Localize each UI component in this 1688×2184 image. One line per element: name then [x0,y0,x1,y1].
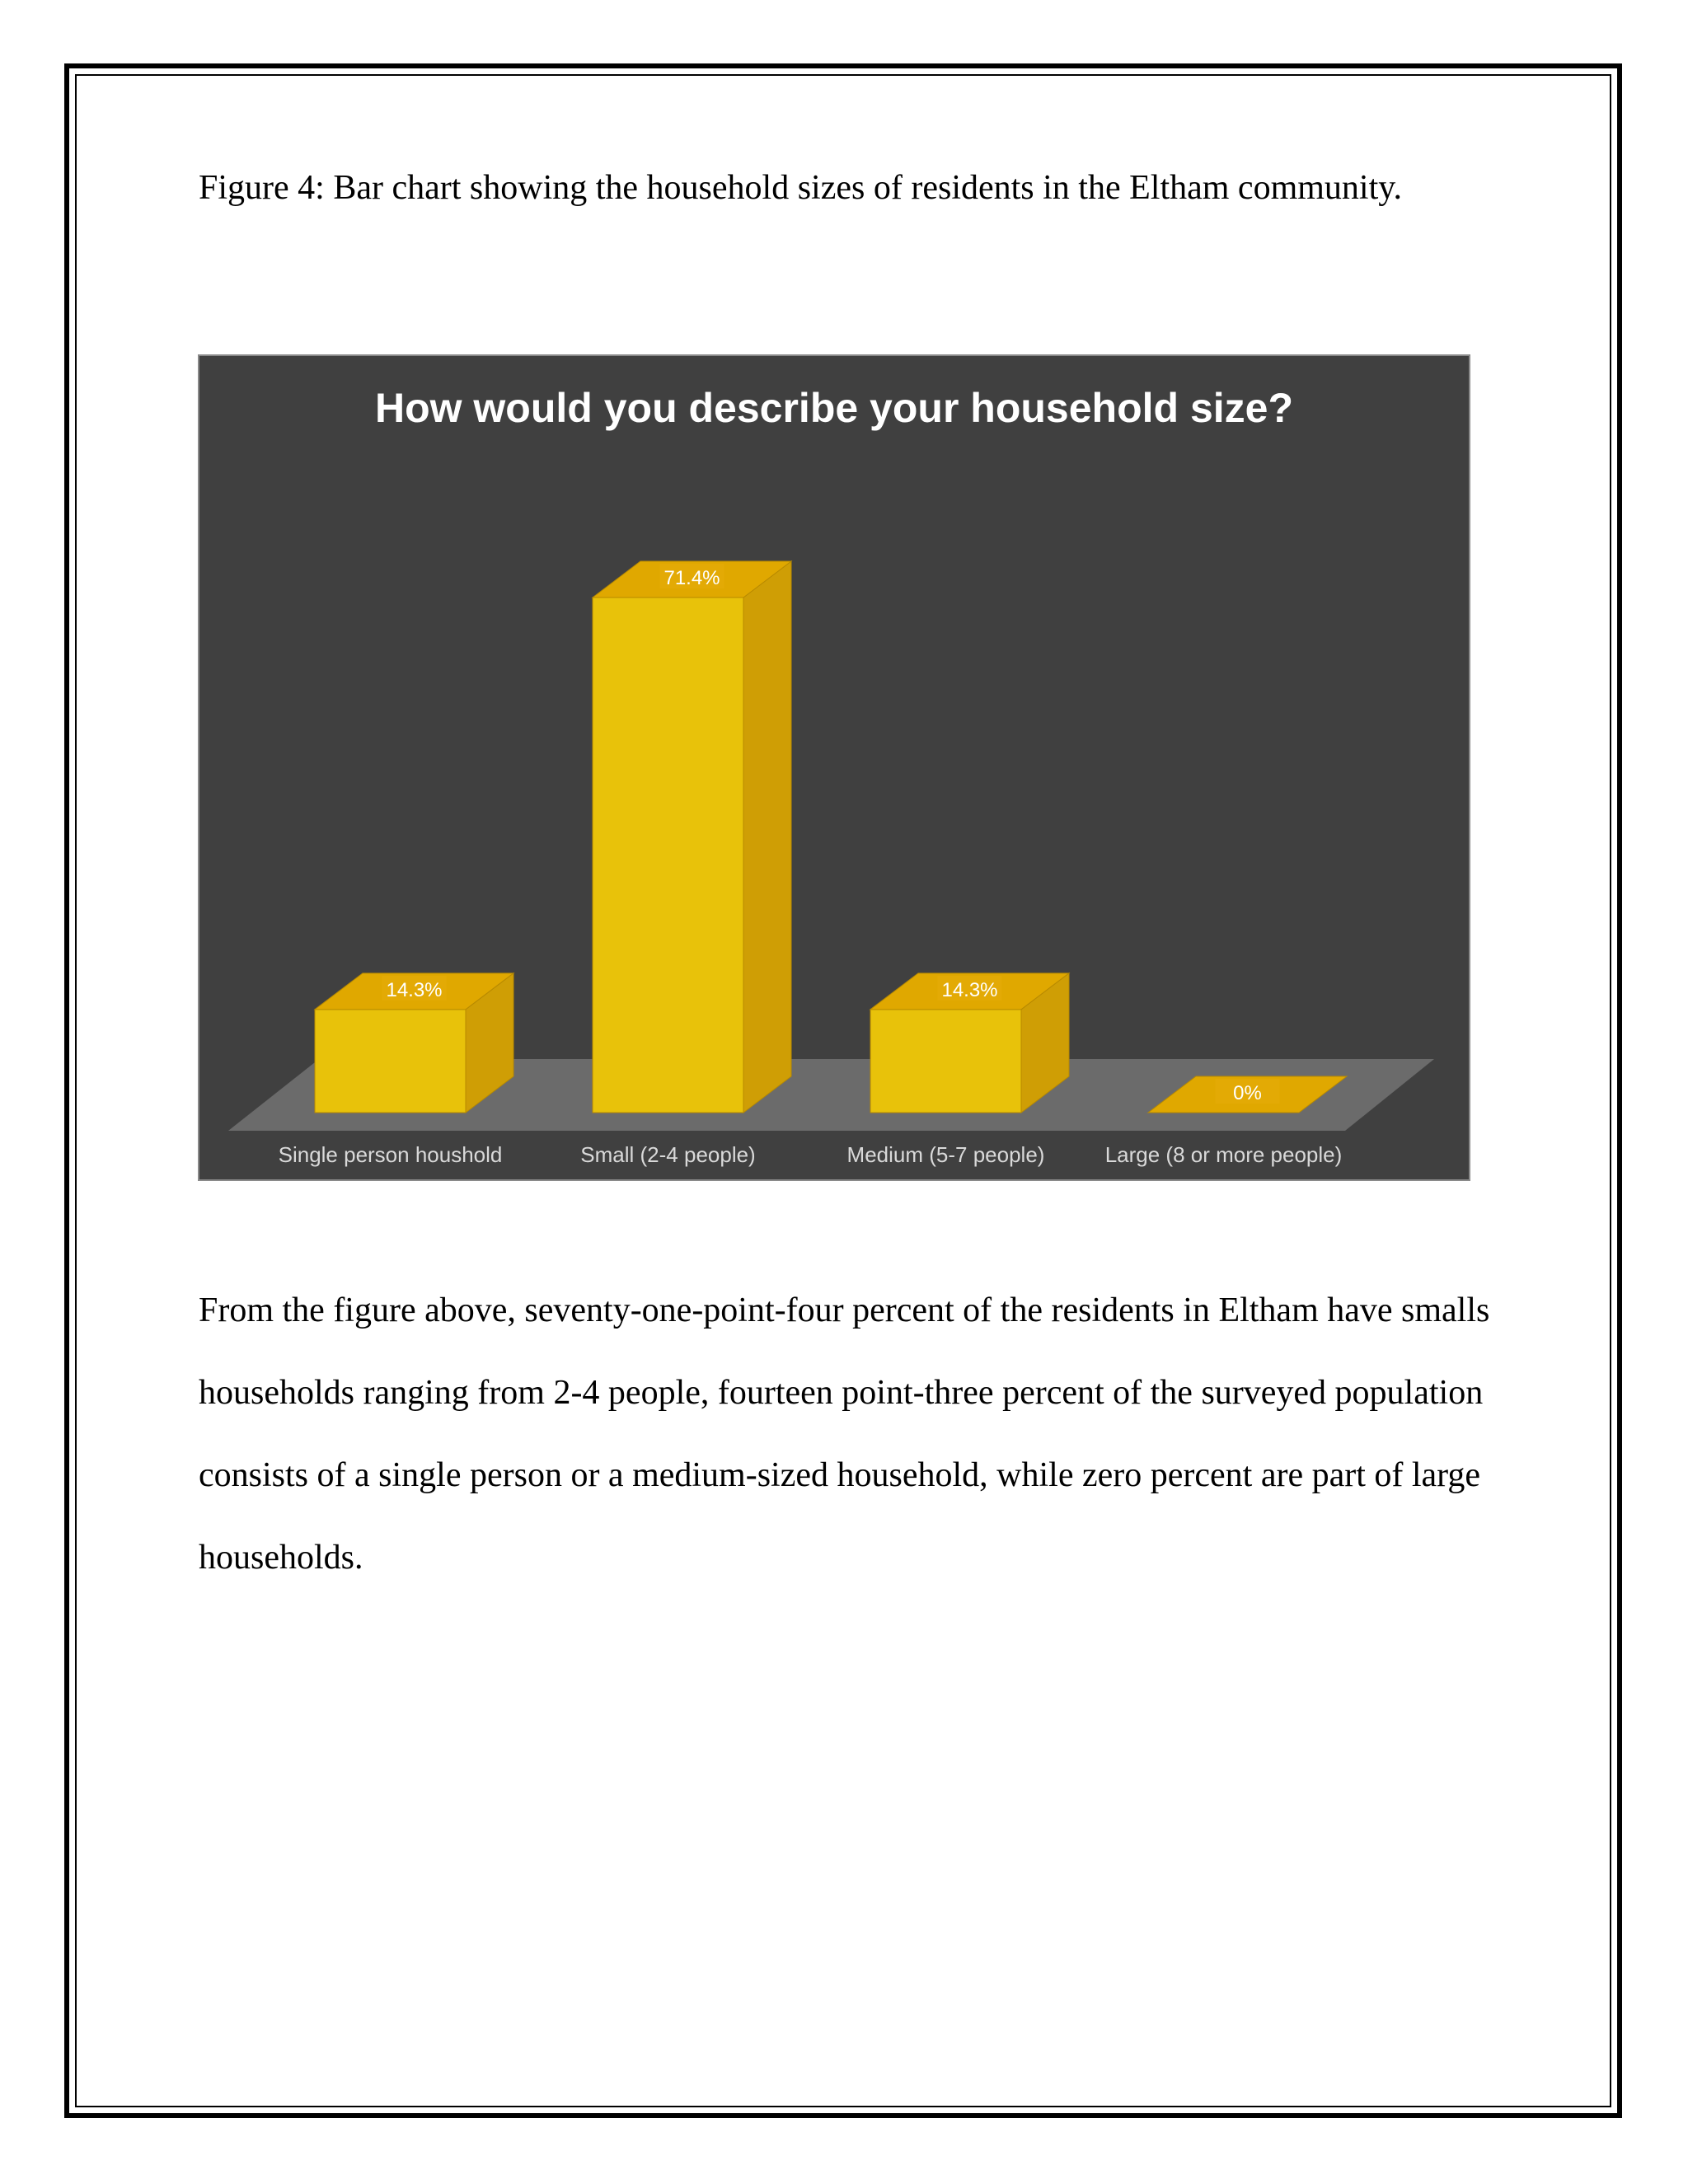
bar-front [870,1010,1021,1113]
data-label: 71.4% [663,567,720,589]
chart-title: How would you describe your household size? [374,385,1294,431]
category-label: Single person houshold [278,1142,503,1167]
bar-2 [593,561,791,1113]
category-label: Small (2-4 people) [580,1142,756,1167]
figure-caption: Figure 4: Bar chart showing the household sizes of residents in the Eltham community. [199,169,1403,207]
data-label: 14.3% [386,978,443,1001]
category-label: Large (8 or more people) [1104,1142,1343,1167]
bar-front [593,598,743,1113]
category-labels-layer [279,1142,1343,1167]
category-label: Medium (5-7 people) [846,1142,1045,1167]
bar-front [315,1010,466,1113]
data-label: 14.3% [941,978,998,1001]
bar-side [743,561,791,1113]
body-paragraph: From the figure above, seventy-one-point-four percent of the residents in Eltham have smalls households ranging from 2-4 people, fourteen point-three percent of the surveyed population consists of a single person or a medium-sized household, while zero percent are part of large households. [199,1291,1490,1577]
bars-layer [315,561,1347,1113]
bar-chart [198,354,1470,1181]
data-labels-layer [382,564,1280,1104]
chart-svg [199,356,1469,1179]
data-label: 0% [1233,1082,1262,1104]
